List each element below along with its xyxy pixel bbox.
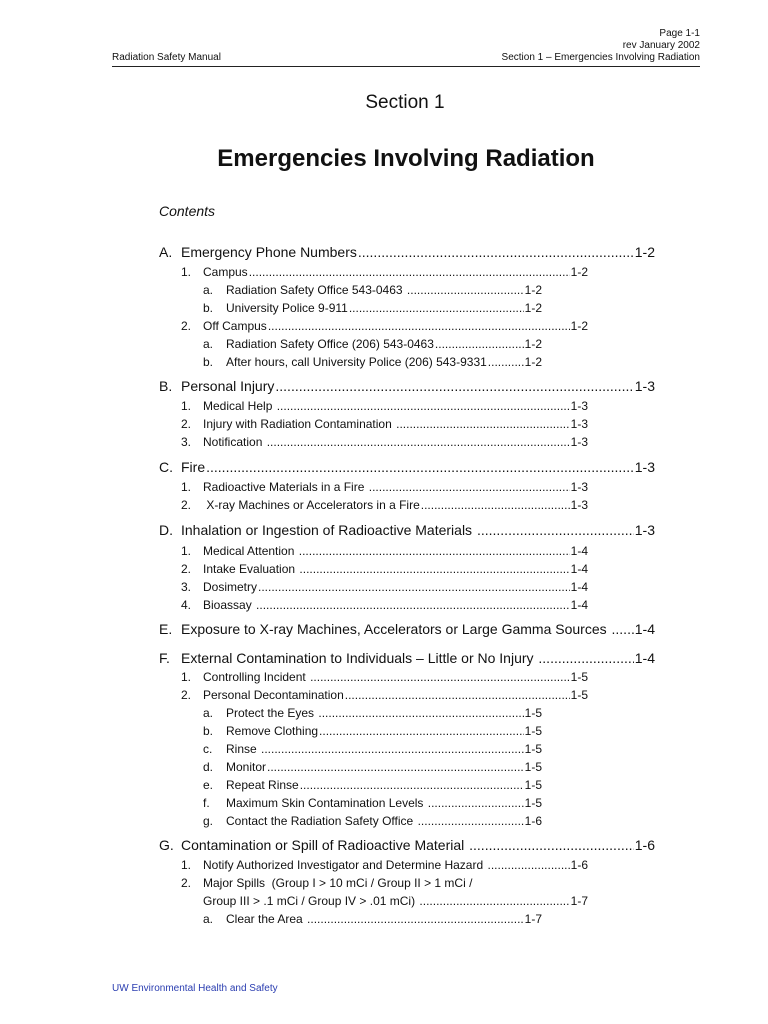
toc-entry-text: Radiation Safety Office 543-0463 [226, 283, 406, 297]
toc-entry-page: 1-5 [524, 778, 542, 792]
dot-leader [428, 796, 524, 810]
toc-entry [181, 580, 588, 594]
toc-entry-label: 1. [181, 480, 192, 494]
toc-entry-label: G. [159, 837, 174, 853]
toc-entry-page: 1-5 [524, 742, 542, 756]
toc-entry-label: 2. [181, 417, 192, 431]
dot-leader [488, 355, 524, 369]
toc-entry-text: Off Campus [203, 319, 267, 333]
toc-entry-page: 1-3 [634, 522, 655, 538]
toc-entry [203, 706, 542, 720]
toc-entry-text: Radioactive Materials in a Fire [203, 480, 368, 494]
toc-entry-text: Campus [203, 265, 248, 279]
toc-entry [203, 355, 542, 369]
toc-entry-label: 2. [181, 319, 192, 333]
toc-entry [159, 244, 655, 260]
toc-entry [203, 778, 542, 792]
toc-entry-page: 1-5 [524, 706, 542, 720]
toc-entry [203, 283, 542, 297]
toc-entry-text: X-ray Machines or Accelerators in a Fire [203, 498, 420, 512]
toc-entry [203, 724, 542, 738]
toc-entry [159, 378, 655, 394]
dot-leader [612, 621, 634, 637]
toc-entry-page: 1-4 [634, 650, 655, 666]
toc-entry [181, 544, 588, 558]
dot-leader [407, 283, 524, 297]
toc-entry-page: 1-5 [524, 724, 542, 738]
dot-leader [261, 742, 524, 756]
dot-leader [318, 706, 523, 720]
toc-entry-page: 1-3 [570, 417, 588, 431]
toc-entry-label: a. [203, 337, 214, 351]
dot-leader [345, 688, 570, 702]
toc-entry-label: 2. [181, 562, 192, 576]
toc-entry-page: 1-3 [570, 399, 588, 413]
toc-entry-text: Injury with Radiation Contamination [203, 417, 396, 431]
toc-entry-label: 3. [181, 580, 192, 594]
toc-entry-page: 1-6 [634, 837, 655, 853]
dot-leader [307, 912, 524, 926]
toc-entry-page: 1-3 [634, 378, 655, 394]
toc-entry-text: Exposure to X-ray Machines, Accelerators or Large Gamma Sources [181, 621, 611, 637]
toc-entry-text: After hours, call University Police (206) 543-9331 [226, 355, 487, 369]
toc-entry-text: Fire [181, 459, 206, 475]
dot-leader [538, 650, 633, 666]
toc-entry-label: 1. [181, 265, 192, 279]
toc-entry [203, 337, 542, 351]
toc-entry-label: 1. [181, 670, 192, 684]
dot-leader [469, 837, 634, 853]
toc-entry [181, 598, 588, 612]
toc-entry-label: A. [159, 244, 173, 260]
toc-entry-label: 3. [181, 435, 192, 449]
toc-entry-page: 1-3 [570, 480, 588, 494]
toc-entry-label: C. [159, 459, 173, 475]
toc-entry [181, 399, 588, 413]
toc-entry-text: Protect the Eyes [226, 706, 318, 720]
dot-leader [268, 319, 570, 333]
toc-entry-text: Major Spills (Group I > 10 mCi / Group II > 1 mCi / [203, 876, 473, 890]
toc-entry-label: b. [203, 355, 214, 369]
dot-leader [277, 399, 570, 413]
dot-leader [358, 244, 634, 260]
toc-entry-page: 1-2 [524, 283, 542, 297]
dot-leader [249, 265, 570, 279]
toc-entry [203, 301, 542, 315]
toc-entry [203, 894, 588, 908]
toc-entry-page: 1-2 [570, 265, 588, 279]
dot-leader [299, 544, 570, 558]
toc-entry-page: 1-4 [634, 621, 655, 637]
toc-entry-text: Bioassay [203, 598, 256, 612]
dot-leader [435, 337, 524, 351]
toc-entry [203, 796, 542, 810]
toc-entry-label: 1. [181, 544, 192, 558]
dot-leader [206, 459, 634, 475]
toc-entry-label: 2. [181, 498, 192, 512]
contents-heading: Contents [159, 203, 216, 219]
toc-entry-text: Contamination or Spill of Radioactive Material [181, 837, 469, 853]
toc-entry-page: 1-4 [570, 562, 588, 576]
section-reference: Section 1 – Emergencies Involving Radiation [501, 52, 700, 63]
page-title: Emergencies Involving Radiation [217, 145, 595, 172]
toc-entry-text: Dosimetry [203, 580, 258, 594]
toc-entry-label: a. [203, 283, 214, 297]
toc-entry-text: Medical Attention [203, 544, 298, 558]
toc-entry-page: 1-5 [524, 760, 542, 774]
toc-entry-label: a. [203, 706, 214, 720]
toc-entry-label: a. [203, 912, 214, 926]
toc-entry-page: 1-2 [570, 319, 588, 333]
toc-entry-label: E. [159, 621, 173, 637]
toc-entry [181, 417, 588, 431]
toc-entry-text: Controlling Incident [203, 670, 310, 684]
toc-entry [181, 435, 588, 449]
toc-entry-text: Emergency Phone Numbers [181, 244, 357, 260]
toc-entry [181, 319, 588, 333]
toc-entry-label: f. [203, 796, 210, 810]
toc-entry-page: 1-2 [524, 355, 542, 369]
toc-entry-text: Monitor [226, 760, 267, 774]
toc-entry-page: 1-5 [570, 670, 588, 684]
toc-entry [159, 522, 655, 538]
toc-entry-text: Notify Authorized Investigator and Determine Hazard [203, 858, 487, 872]
toc-entry-page: 1-5 [524, 796, 542, 810]
toc-entry [159, 621, 655, 637]
toc-entry-text: Group III > .1 mCi / Group IV > .01 mCi) [203, 894, 419, 908]
toc-entry-page: 1-3 [634, 459, 655, 475]
toc-entry [203, 814, 542, 828]
toc-entry-page: 1-3 [570, 498, 588, 512]
dot-leader [349, 301, 524, 315]
toc-entry-label: F. [159, 650, 170, 666]
toc-entry [181, 670, 588, 684]
toc-entry [181, 480, 588, 494]
toc-entry [181, 858, 588, 872]
toc-entry-text: Notification [203, 435, 266, 449]
toc-entry-label: d. [203, 760, 214, 774]
toc-entry-text: Inhalation or Ingestion of Radioactive Materials [181, 522, 476, 538]
dot-leader [300, 778, 524, 792]
toc-entry-text: Repeat Rinse [226, 778, 299, 792]
revision-date: rev January 2002 [622, 40, 700, 51]
toc-entry-page: 1-7 [570, 894, 588, 908]
manual-title: Radiation Safety Manual [112, 52, 221, 63]
section-number: Section 1 [365, 92, 445, 113]
dot-leader [418, 814, 524, 828]
dot-leader [419, 894, 569, 908]
toc-entry-page: 1-4 [570, 544, 588, 558]
toc-entry-label: e. [203, 778, 214, 792]
dot-leader [369, 480, 570, 494]
toc-entry-page: 1-6 [524, 814, 542, 828]
toc-entry-text: Personal Decontamination [203, 688, 344, 702]
toc-entry-text: External Contamination to Individuals – Little or No Injury [181, 650, 538, 666]
toc-entry-label: c. [203, 742, 213, 756]
dot-leader [267, 760, 524, 774]
toc-entry-page: 1-2 [634, 244, 655, 260]
toc-entry-label: 1. [181, 399, 192, 413]
toc-entry-page: 1-2 [524, 301, 542, 315]
toc-entry-text: Radiation Safety Office (206) 543-0463 [226, 337, 434, 351]
toc-entry [181, 498, 588, 512]
toc-entry-page: 1-4 [570, 580, 588, 594]
toc-entry [203, 912, 542, 926]
toc-entry-text: Remove Clothing [226, 724, 319, 738]
toc-entry-label: 2. [181, 688, 192, 702]
toc-entry-page: 1-7 [524, 912, 542, 926]
dot-leader [396, 417, 570, 431]
toc-entry-text: University Police 9-911 [226, 301, 348, 315]
toc-entry-page: 1-5 [570, 688, 588, 702]
toc-entry-label: b. [203, 724, 214, 738]
toc-entry-text: Personal Injury [181, 378, 275, 394]
toc-entry-label: 2. [181, 876, 192, 890]
dot-leader [319, 724, 524, 738]
toc-entry-text: Intake Evaluation [203, 562, 299, 576]
page-number: Page 1-1 [659, 28, 700, 39]
dot-leader [487, 858, 569, 872]
toc-entry [181, 688, 588, 702]
toc-entry-text: Medical Help [203, 399, 276, 413]
toc-entry [181, 562, 588, 576]
toc-entry [181, 876, 588, 890]
toc-entry [159, 650, 655, 666]
dot-leader [477, 522, 634, 538]
toc-entry-text: Contact the Radiation Safety Office [226, 814, 417, 828]
toc-entry-label: B. [159, 378, 173, 394]
dot-leader [299, 562, 569, 576]
dot-leader [310, 670, 570, 684]
toc-entry-text: Clear the Area [226, 912, 307, 926]
toc-entry [181, 265, 588, 279]
toc-entry [203, 760, 542, 774]
toc-entry-text: Maximum Skin Contamination Levels [226, 796, 427, 810]
toc-entry [159, 837, 655, 853]
toc-entry-label: g. [203, 814, 214, 828]
toc-entry-label: 4. [181, 598, 192, 612]
toc-entry [203, 742, 542, 756]
toc-entry-page: 1-2 [524, 337, 542, 351]
toc-entry [159, 459, 655, 475]
dot-leader [258, 580, 570, 594]
toc-entry-label: D. [159, 522, 173, 538]
toc-entry-page: 1-6 [570, 858, 588, 872]
dot-leader [267, 435, 570, 449]
dot-leader [275, 378, 633, 394]
toc-entry-label: b. [203, 301, 214, 315]
dot-leader [421, 498, 570, 512]
toc-entry-label: 1. [181, 858, 192, 872]
dot-leader [256, 598, 570, 612]
toc-entry-page: 1-3 [570, 435, 588, 449]
footer-organization: UW Environmental Health and Safety [112, 983, 278, 994]
toc-entry-text: Rinse [226, 742, 261, 756]
toc-entry-page: 1-4 [570, 598, 588, 612]
